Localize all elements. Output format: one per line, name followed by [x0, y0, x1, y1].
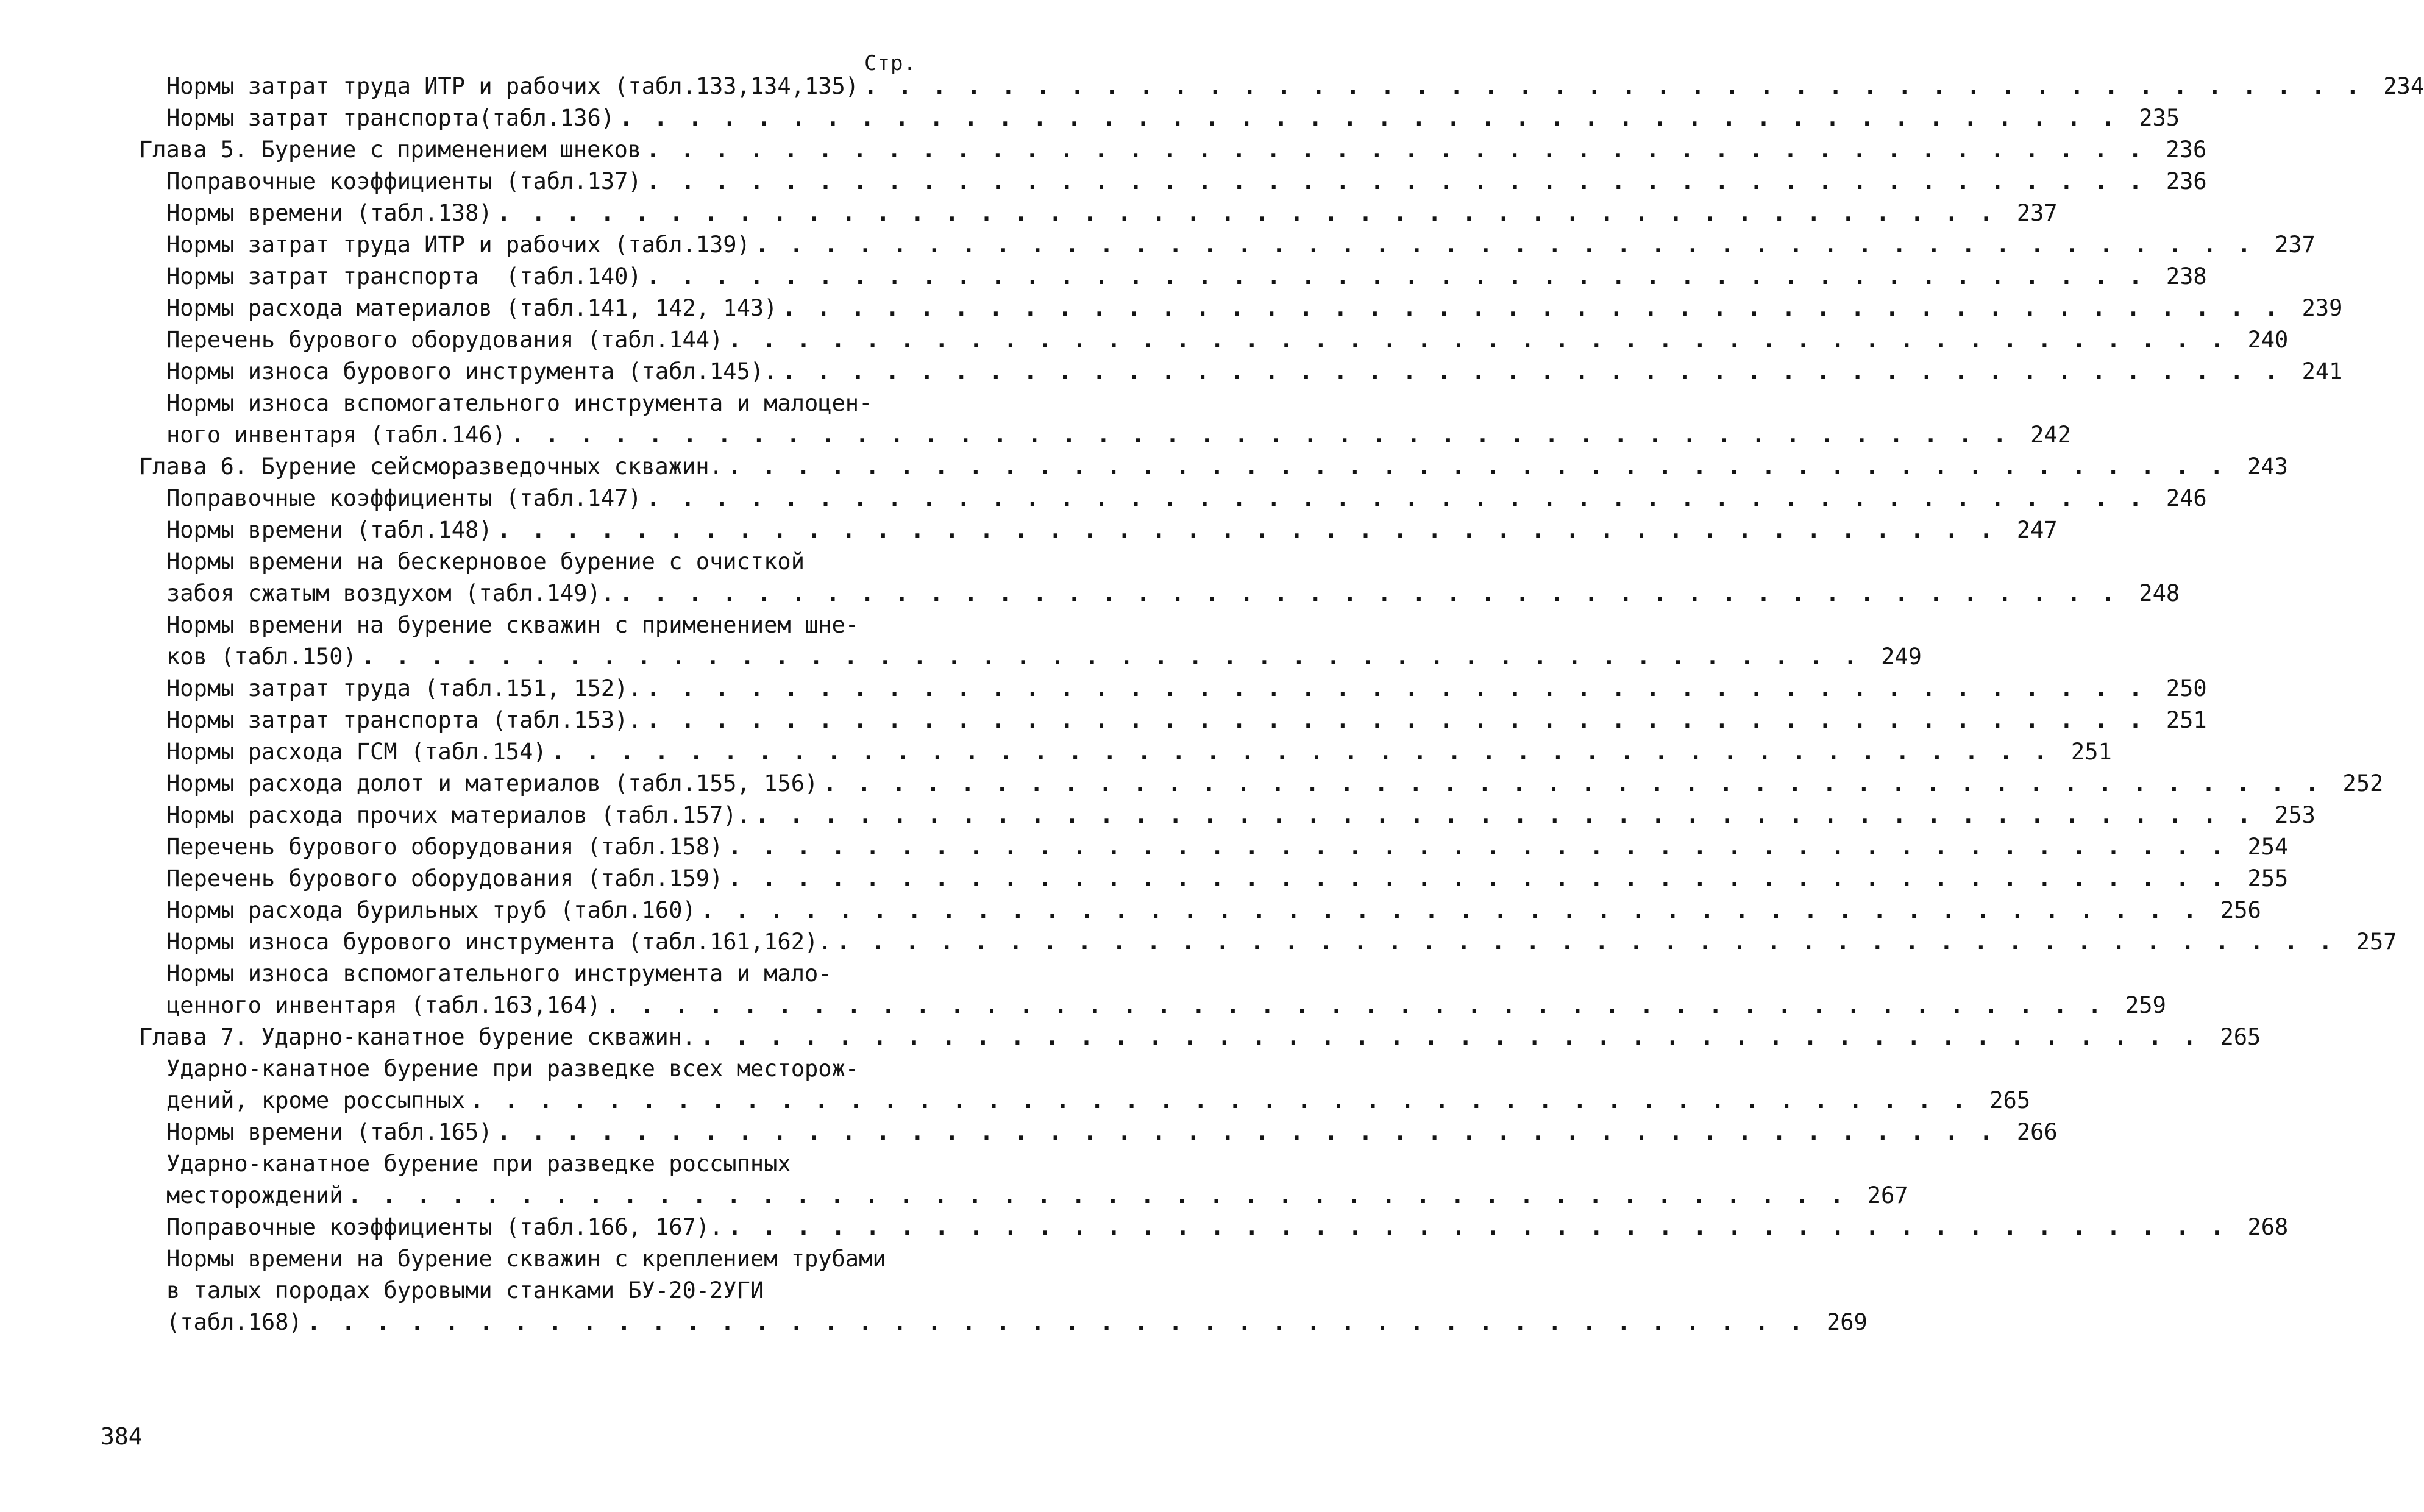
- toc-entry-page: 235: [2139, 105, 2180, 131]
- toc-entry-title: забоя сжатым воздухом (табл.149).: [166, 580, 615, 606]
- toc-entry: [139, 736, 2112, 768]
- dot-leader: . . . . . . . . . . . . . . . . . . . . . . . . . . . . . . . . . . . . . . . . . . . .: [361, 644, 1861, 670]
- dot-leader: . . . . . . . . . . . . . . . . . . . . . . . . . . . . . . . . . . . . . . . . . . . .: [497, 200, 1997, 226]
- toc-entry: [139, 990, 2166, 1021]
- toc-entry-page: 250: [2166, 675, 2207, 701]
- toc-entry-title: Перечень бурового оборудования (табл.159): [166, 865, 723, 892]
- toc-entry: [139, 863, 2289, 895]
- dot-leader: . . . . . . . . . . . . . . . . . . . . . . . . . . . . . . . . . . . . . . . . . . . .: [347, 1182, 1847, 1209]
- toc-entry-page: 252: [2342, 770, 2384, 797]
- toc-entry-title: Глава 5. Бурение с применением шнеков: [139, 137, 642, 163]
- toc-entry: [139, 166, 2207, 197]
- toc-entry: [139, 102, 2180, 134]
- toc-entry-title: Нормы расхода бурильных труб (табл.160): [166, 897, 696, 923]
- dot-leader: . . . . . . . . . . . . . . . . . . . . . . . . . . . . . . . . . . . . . . . . . . . .: [646, 168, 2146, 194]
- toc-entry: [139, 831, 2289, 863]
- dot-leader: . . . . . . . . . . . . . . . . . . . . . . . . . . . . . . . . . . . . . . . . . . . .: [755, 232, 2255, 258]
- dot-leader: . . . . . . . . . . . . . . . . . . . . . . . . . . . . . . . . . . . . . . . . . . . .: [307, 1309, 1807, 1335]
- toc-entry-title: Поправочные коэффициенты (табл.137): [166, 168, 642, 194]
- toc-entry-title: Нормы износа бурового инструмента (табл.161,162).: [166, 929, 832, 955]
- toc-entry: [139, 895, 2261, 926]
- dot-leader: . . . . . . . . . . . . . . . . . . . . . . . . . . . . . . . . . . . . . . . . . . . .: [646, 675, 2146, 701]
- dot-leader: . . . . . . . . . . . . . . . . . . . . . . . . . . . . . . . . . . . . . . . . . . . .: [755, 802, 2255, 828]
- toc-entry: [139, 71, 2424, 102]
- dot-leader: . . . . . . . . . . . . . . . . . . . . . . . . . . . . . . . . . . . . . . . . . . . .: [646, 485, 2146, 511]
- toc-entry-title: Нормы затрат транспорта (табл.140): [166, 263, 642, 289]
- toc-entry-line: Нормы времени на бескерновое бурение с очисткой: [166, 548, 805, 575]
- toc-entry-title: Нормы износа бурового инструмента (табл.145).: [166, 358, 778, 385]
- toc-entry-page: 256: [2220, 897, 2261, 923]
- toc-entry-title: Нормы затрат труда (табл.151, 152).: [166, 675, 642, 701]
- toc-entry: [139, 673, 2207, 705]
- toc-entry-line: Нормы износа вспомогательного инструмента и мало-: [166, 960, 832, 987]
- toc-entry-title: Нормы затрат труда ИТР и рабочих (табл.139): [166, 232, 750, 258]
- toc-entry-title: Нормы времени (табл.138): [166, 200, 492, 226]
- toc-entry: [139, 229, 2316, 261]
- dot-leader: . . . . . . . . . . . . . . . . . . . . . . . . . . . . . . . . . . . . . . . . . . . .: [551, 739, 2051, 765]
- dot-leader: . . . . . . . . . . . . . . . . . . . . . . . . . . . . . . . . . . . . . . . . . . . .: [497, 517, 1997, 543]
- toc-entry: [139, 641, 1922, 673]
- toc-entry-page: 251: [2070, 739, 2112, 765]
- toc-entry-page: 236: [2166, 137, 2207, 163]
- toc-entry-line: Ударно-канатное бурение при разведке всех месторож-: [166, 1056, 859, 1082]
- toc-entry-line: Нормы времени на бурение скважин с креплением трубами: [166, 1246, 886, 1272]
- toc-entry-page: 242: [2030, 422, 2071, 448]
- toc-entry-page: 266: [2016, 1119, 2058, 1145]
- toc-entry-page: 267: [1867, 1182, 1908, 1209]
- toc-entry: [139, 197, 2058, 229]
- dot-leader: . . . . . . . . . . . . . . . . . . . . . . . . . . . . . . . . . . . . . . . . . . . .: [782, 295, 2282, 321]
- dot-leader: . . . . . . . . . . . . . . . . . . . . . . . . . . . . . . . . . . . . . . . . . . . .: [823, 770, 2323, 797]
- toc-entry: [139, 800, 2316, 831]
- dot-leader: . . . . . . . . . . . . . . . . . . . . . . . . . . . . . . . . . . . . . . . . . . . .: [728, 834, 2228, 860]
- toc-entry: [139, 419, 2071, 451]
- toc-entry-page: 265: [2220, 1024, 2261, 1050]
- toc-entry: [139, 768, 2384, 800]
- toc-entry: [139, 324, 2289, 356]
- toc-entry-title: Нормы затрат транспорта (табл.153).: [166, 707, 642, 733]
- toc-entry-page: 239: [2301, 295, 2343, 321]
- dot-leader: . . . . . . . . . . . . . . . . . . . . . . . . . . . . . . . . . . . . . . . . . . . .: [470, 1087, 1970, 1113]
- toc-entry-page: 240: [2247, 327, 2289, 353]
- toc-entry: [139, 1212, 2289, 1243]
- toc-entry-page: 253: [2275, 802, 2316, 828]
- toc-entry-title: Нормы времени (табл.148): [166, 517, 492, 543]
- toc-chapter-entry: [139, 451, 2288, 483]
- toc-entry-page: 237: [2016, 200, 2058, 226]
- toc-entry-title: Нормы расхода материалов (табл.141, 142, 143): [166, 295, 778, 321]
- toc-entry-title: ценного инвентаря (табл.163,164): [166, 992, 601, 1018]
- dot-leader: . . . . . . . . . . . . . . . . . . . . . . . . . . . . . . . . . . . . . . . . . . . .: [782, 358, 2282, 385]
- toc-entry-page: 238: [2166, 263, 2207, 289]
- toc-entry-title: Нормы расхода ГСМ (табл.154): [166, 739, 547, 765]
- toc-entry-line: в талых породах буровыми станками БУ-20-2УГИ: [166, 1277, 764, 1304]
- toc-entry-page: 249: [1881, 644, 1922, 670]
- dot-leader: . . . . . . . . . . . . . . . . . . . . . . . . . . . . . . . . . . . . . . . . . . . .: [728, 865, 2228, 892]
- toc-entry-title: Поправочные коэффициенты (табл.166, 167).: [166, 1214, 723, 1240]
- toc-entry-page: 248: [2139, 580, 2180, 606]
- table-of-contents: [139, 71, 2424, 1338]
- dot-leader: . . . . . . . . . . . . . . . . . . . . . . . . . . . . . . . . . . . . . . . . . . . .: [700, 1024, 2200, 1050]
- page-number: 384: [101, 1423, 143, 1450]
- toc-entry-page: 243: [2247, 453, 2288, 480]
- toc-entry-page: 268: [2247, 1214, 2289, 1240]
- toc-entry: [139, 483, 2207, 514]
- toc-entry: [139, 705, 2207, 736]
- toc-entry-page: 241: [2301, 358, 2343, 385]
- toc-entry-title: Глава 7. Ударно-канатное бурение скважин.: [139, 1024, 696, 1050]
- dot-leader: . . . . . . . . . . . . . . . . . . . . . . . . . . . . . . . . . . . . . . . . . . . .: [700, 897, 2200, 923]
- dot-leader: . . . . . . . . . . . . . . . . . . . . . . . . . . . . . . . . . . . . . . . . . . . .: [497, 1119, 1997, 1145]
- toc-entry-title: Нормы расхода прочих материалов (табл.157).: [166, 802, 750, 828]
- page-column-label: Стр.: [864, 51, 917, 76]
- toc-entry: [139, 1085, 2031, 1116]
- toc-entry-page: 234: [2383, 73, 2424, 99]
- toc-entry-title: (табл.168): [166, 1309, 302, 1335]
- toc-entry: [139, 261, 2207, 293]
- toc-entry-title: месторождений: [166, 1182, 343, 1209]
- toc-entry-page: 265: [1989, 1087, 2031, 1113]
- dot-leader: . . . . . . . . . . . . . . . . . . . . . . . . . . . . . . . . . . . . . . . . . . . .: [646, 707, 2146, 733]
- dot-leader: . . . . . . . . . . . . . . . . . . . . . . . . . . . . . . . . . . . . . . . . . . . .: [510, 422, 2010, 448]
- toc-entry-title: Нормы времени (табл.165): [166, 1119, 492, 1145]
- toc-entry-title: Перечень бурового оборудования (табл.158): [166, 834, 723, 860]
- toc-entry-title: Нормы затрат транспорта(табл.136): [166, 105, 615, 131]
- toc-entry-page: 255: [2247, 865, 2289, 892]
- toc-entry-page: 237: [2275, 232, 2316, 258]
- dot-leader: . . . . . . . . . . . . . . . . . . . . . . . . . . . . . . . . . . . . . . . . . . . .: [619, 580, 2119, 606]
- toc-entry: [139, 293, 2343, 324]
- toc-entry-title: Нормы расхода долот и материалов (табл.155, 156): [166, 770, 819, 797]
- toc-entry-page: 254: [2247, 834, 2289, 860]
- toc-entry-page: 251: [2166, 707, 2207, 733]
- toc-entry: [139, 1116, 2058, 1148]
- toc-entry-title: Нормы затрат труда ИТР и рабочих (табл.133,134,135): [166, 73, 859, 99]
- toc-entry: [139, 1180, 1908, 1212]
- toc-entry-line: Нормы времени на бурение скважин с применением шне-: [166, 612, 859, 638]
- dot-leader: . . . . . . . . . . . . . . . . . . . . . . . . . . . . . . . . . . . . . . . . . . . .: [727, 453, 2227, 480]
- toc-entry-page: 246: [2166, 485, 2207, 511]
- dot-leader: . . . . . . . . . . . . . . . . . . . . . . . . . . . . . . . . . . . . . . . . . . . .: [836, 929, 2336, 955]
- dot-leader: . . . . . . . . . . . . . . . . . . . . . . . . . . . . . . . . . . . . . . . . . . . .: [619, 105, 2119, 131]
- toc-entry-page: 247: [2016, 517, 2058, 543]
- toc-entry: [139, 514, 2058, 546]
- toc-entry: [139, 1307, 1868, 1338]
- dot-leader: . . . . . . . . . . . . . . . . . . . . . . . . . . . . . . . . . . . . . . . . . . . .: [728, 1214, 2228, 1240]
- toc-entry-page: 236: [2166, 168, 2207, 194]
- toc-entry-page: 259: [2125, 992, 2166, 1018]
- toc-entry-page: 269: [1826, 1309, 1868, 1335]
- dot-leader: . . . . . . . . . . . . . . . . . . . . . . . . . . . . . . . . . . . . . . . . . . . .: [605, 992, 2105, 1018]
- toc-entry: [139, 356, 2343, 388]
- toc-entry-title: дений, кроме россыпных: [166, 1087, 466, 1113]
- toc-entry-page: 257: [2356, 929, 2397, 955]
- toc-entry-title: Перечень бурового оборудования (табл.144): [166, 327, 723, 353]
- toc-entry: [139, 578, 2180, 609]
- toc-entry-title: Глава 6. Бурение сейсморазведочных скважин.: [139, 453, 723, 480]
- toc-entry: [139, 926, 2397, 958]
- dot-leader: . . . . . . . . . . . . . . . . . . . . . . . . . . . . . . . . . . . . . . . . . . . .: [646, 263, 2146, 289]
- dot-leader: . . . . . . . . . . . . . . . . . . . . . . . . . . . . . . . . . . . . . . . . . . . .: [864, 73, 2364, 99]
- toc-entry-line: Нормы износа вспомогательного инструмента и малоцен-: [166, 390, 873, 416]
- toc-entry-title: ного инвентаря (табл.146): [166, 422, 506, 448]
- dot-leader: . . . . . . . . . . . . . . . . . . . . . . . . . . . . . . . . . . . . . . . . . . . .: [646, 137, 2146, 163]
- dot-leader: . . . . . . . . . . . . . . . . . . . . . . . . . . . . . . . . . . . . . . . . . . . .: [728, 327, 2228, 353]
- toc-entry-title: ков (табл.150): [166, 644, 357, 670]
- toc-chapter-entry: [139, 1021, 2261, 1053]
- toc-entry-line: Ударно-канатное бурение при разведке россыпных: [166, 1151, 791, 1177]
- toc-chapter-entry: [139, 134, 2207, 166]
- toc-entry-title: Поправочные коэффициенты (табл.147): [166, 485, 642, 511]
